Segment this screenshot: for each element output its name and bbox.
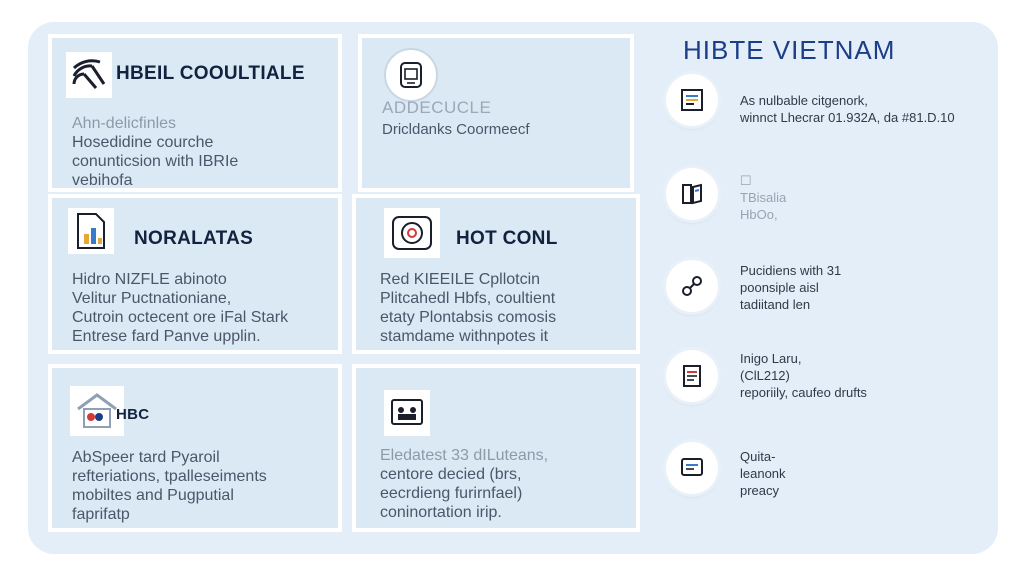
sidebar-item-text: ☐ TBisalia HbOo, bbox=[740, 173, 787, 222]
card-eledatest[interactable] bbox=[352, 364, 640, 532]
sidebar-item-text: Inigo Laru, (ClL212) reporiily, caufeo drufts bbox=[740, 351, 867, 400]
monitor-icon bbox=[384, 48, 438, 102]
card-hbc[interactable] bbox=[48, 364, 342, 532]
sidebar-title: HIBTE VIETNAM bbox=[683, 35, 896, 65]
sidebar-item-text: Quita- leanonk preacy bbox=[740, 449, 786, 498]
screen-icon[interactable] bbox=[666, 442, 718, 494]
wifi-signal-icon bbox=[66, 52, 112, 98]
card-body: Eledatest 33 dILuteans, centore decied (brs, eecrdieng furirnfael) coninortation irip. bbox=[380, 447, 549, 521]
card-subtitle: ADDECUCLE bbox=[382, 98, 492, 117]
card-title: HOT CONL bbox=[456, 228, 558, 249]
report-icon[interactable] bbox=[666, 74, 718, 126]
document-list-icon[interactable] bbox=[666, 350, 718, 402]
group-screen-icon bbox=[384, 390, 430, 436]
card-addecucle[interactable] bbox=[358, 34, 634, 192]
card-title: HBC bbox=[116, 406, 150, 423]
card-coultiale[interactable] bbox=[48, 34, 342, 192]
card-hot-conl[interactable] bbox=[352, 194, 640, 354]
card-title: NORALATAS bbox=[134, 228, 254, 249]
card-title: HBEIL COOULTIALE bbox=[116, 63, 305, 84]
card-body: Hidro NIZFLE abinoto Velitur Puctnationiane, Cutroin octecent ore iFal Stark Entrese fard Panve upplin. bbox=[72, 271, 289, 345]
chart-document-icon bbox=[68, 208, 114, 254]
card-body: Red KIEEILE Cpllotcin Plitcahedl Hbfs, coultient etaty Plontabsis comosis stamdame withnpotes it bbox=[380, 271, 557, 345]
card-body: Dricldanks Coormeecf bbox=[382, 121, 530, 138]
target-icon bbox=[384, 208, 440, 258]
sidebar-item-text: As nulbable citgenork, winnct Lhecrar 01.932A, da #81.D.10 bbox=[740, 93, 955, 125]
link-icon[interactable] bbox=[666, 260, 718, 312]
card-body: Ahn-delicfinles Hosedidine courche conunticsion with IBRIe vebihofa bbox=[72, 115, 239, 189]
book-icon[interactable] bbox=[666, 168, 718, 220]
sidebar-item-text: Pucidiens with 31 poonsiple aisl tadiitand len bbox=[740, 263, 842, 312]
card-noralatas[interactable] bbox=[48, 194, 342, 354]
card-body: AbSpeer tard Pyaroil refteriations, tpalleseiments mobiltes and Pugputial faprifatp bbox=[72, 449, 267, 523]
